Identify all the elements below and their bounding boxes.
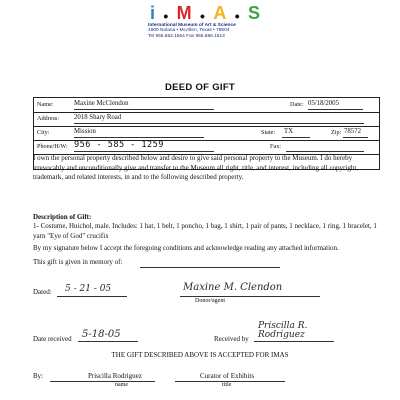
row-city: [34, 126, 379, 141]
date-received-value[interactable]: 5-18-05: [82, 329, 121, 340]
memory-label: This gift is given in memory of:: [33, 258, 123, 266]
accepted-statement: THE GIFT DESCRIBED ABOVE IS ACCEPTED FOR IMAS: [111, 351, 289, 359]
logo-dot: •: [200, 8, 205, 24]
row-name: [34, 98, 379, 113]
logo-letter-i: i: [150, 3, 156, 23]
received-by-line: [254, 341, 334, 342]
name-underline: [74, 109, 214, 110]
donor-signature[interactable]: Maxine M. Clendon: [183, 282, 283, 293]
donor-signature-line: [180, 296, 320, 297]
date-label: Date:: [290, 101, 304, 108]
date-received-line: [78, 341, 138, 342]
state-label: State:: [261, 129, 276, 136]
memory-line[interactable]: [140, 267, 280, 268]
acknowledgement-text: By my signature below I accept the foregoing conditions and acknowledge reading any attached information.: [33, 244, 339, 252]
by-label: By:: [33, 372, 44, 380]
institution-address: 1900 Nolana • McAllen, Texas • 78504: [148, 28, 230, 34]
name-value[interactable]: Maxine McClendon: [74, 100, 129, 107]
declaration-text: I own the personal property described below and desire to give said personal property to the Museum. I do hereby irrevocably and unconditionally give and transfer to the Museum all right, title, and interest, including all copyright, trademark, and related interests, in and to the following described property.: [33, 154, 359, 181]
city-label: City:: [37, 129, 50, 136]
dated-line: [57, 296, 127, 297]
received-by-signature[interactable]: Priscilla R. Rodriguez: [258, 321, 308, 340]
institution-phone-fax: Tel 956.682.1564 Fax 956.686.1813: [148, 33, 225, 39]
logo-letter-s: S: [247, 3, 260, 23]
state-value[interactable]: TX: [284, 128, 294, 135]
received-by-label: Received by: [214, 335, 249, 343]
description-text: 1- Costume, Huichol, male. Includes: 1 hat, 1 belt, 1 poncho, 1 bag, 1 shirt, 1 pair of pants, 1 necklace, 1 ring, 1 bracelet, 1 yarn "Eye of God" crucifix: [33, 222, 377, 240]
phone-value[interactable]: 956 - 585 - 1259: [74, 140, 164, 150]
address-value[interactable]: 2018 Shary Road: [74, 114, 122, 121]
name-caption: name: [115, 382, 128, 388]
institution-name: International Museum of Art & Science: [148, 23, 236, 28]
zip-label: Zip:: [331, 129, 342, 136]
logo-dot: •: [234, 8, 240, 24]
fax-underline[interactable]: [286, 151, 364, 152]
by-name-line: [50, 381, 155, 382]
zip-underline: [343, 137, 368, 138]
date-value[interactable]: 05/18/2005: [308, 100, 339, 107]
address-label: Address:: [37, 115, 59, 122]
title-caption: title: [222, 382, 232, 388]
fax-label: Fax:: [270, 143, 282, 150]
dated-value[interactable]: 5 - 21 - 05: [65, 284, 112, 294]
city-value[interactable]: Mission: [74, 128, 96, 135]
curator-title: Curator of Exhibits: [200, 372, 255, 380]
date-received-label: Date received: [33, 335, 72, 343]
address-underline: [74, 123, 364, 124]
institution-block: [148, 23, 278, 39]
state-underline: [282, 137, 310, 138]
logo-letter-a: A: [213, 3, 227, 23]
name-label: Name:: [37, 101, 54, 108]
zip-value[interactable]: 78572: [344, 128, 361, 135]
row-phone: [34, 140, 379, 155]
dated-label: Dated:: [33, 288, 52, 296]
phone-label: Phone/H/W:: [37, 143, 68, 150]
city-underline: [74, 137, 204, 138]
row-address: [34, 112, 379, 127]
document-title: DEED OF GIFT: [164, 82, 236, 93]
imas-logo: [150, 4, 260, 24]
logo-dot: •: [163, 8, 169, 24]
phone-underline: [74, 151, 214, 152]
description-title: Description of Gift:: [33, 213, 92, 221]
donor-label: Donor/agent: [195, 298, 225, 304]
date-underline: [308, 109, 363, 110]
logo-letter-m: M: [176, 3, 192, 23]
by-name: Priscilla Rodriguez: [88, 372, 142, 380]
